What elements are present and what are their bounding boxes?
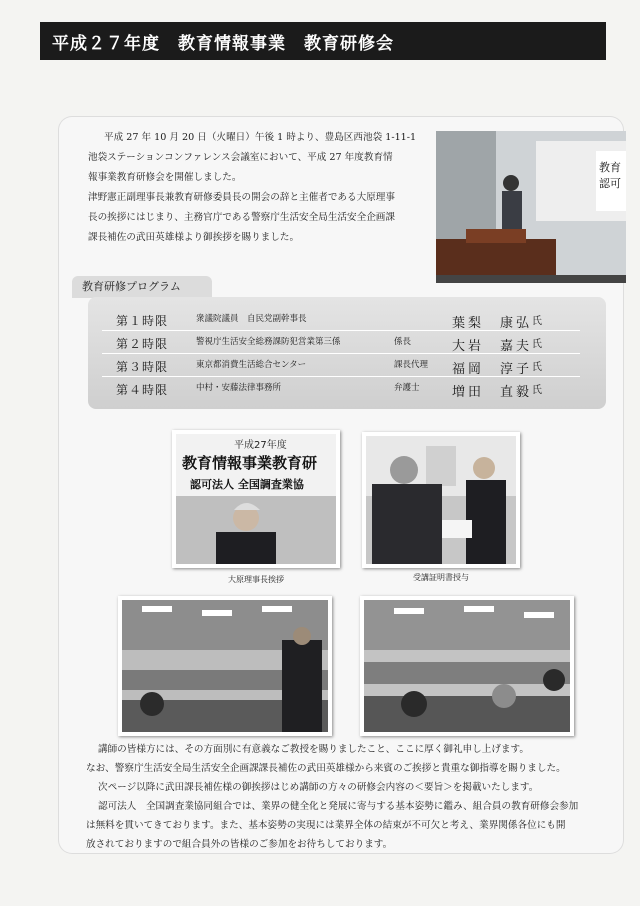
speaker-title: 弁護士 bbox=[394, 383, 420, 393]
intro-line: 平成 27 年 10 月 20 日（火曜日）午後 1 時より、豊島区西池袋 1-11-1 bbox=[104, 132, 417, 143]
svg-text:教育: 教育 bbox=[599, 161, 621, 174]
closing-line: 講師の皆様方には、その方面別に有意義なご教授を賜りましたこと、ここに厚く御礼申し上げます。 bbox=[98, 744, 529, 755]
intro-line: 報事業教育研修会を開催しました。 bbox=[88, 172, 242, 183]
period: 第１時限 bbox=[116, 314, 169, 328]
program-row bbox=[102, 354, 580, 377]
svg-text:認可: 認可 bbox=[599, 177, 621, 190]
speaker-name: 大岩 嘉夫 bbox=[452, 339, 533, 354]
speaker-org: 東京都消費生活総合センター bbox=[196, 360, 307, 370]
speaker-org: 警視庁生活安全総務課防犯営業第三係 bbox=[196, 337, 341, 347]
speaker-org: 中村・安藤法律事務所 bbox=[196, 383, 282, 393]
closing-text bbox=[86, 740, 616, 854]
page-header bbox=[40, 22, 606, 60]
speaker-name: 葉梨 康弘 bbox=[452, 316, 533, 331]
page-title: 平成２７年度 教育情報事業 教育研修会 bbox=[52, 33, 394, 54]
photo-frame-hall-right bbox=[360, 596, 574, 736]
program-row bbox=[102, 308, 580, 331]
speaker-name: 福岡 淳子 bbox=[452, 362, 533, 377]
speaker-org: 衆議院議員 自民党副幹事長 bbox=[196, 314, 307, 324]
caption-chairman: 大原理事長挨拶 bbox=[228, 575, 284, 584]
honorific: 氏 bbox=[532, 362, 542, 373]
svg-text:教育情報事業教育研: 教育情報事業教育研 bbox=[182, 454, 318, 472]
intro-line: 長の挨拶にはじまり、主務官庁である警察庁生活安全局生活安全企画課 bbox=[88, 212, 395, 223]
svg-text:平成27年度: 平成27年度 bbox=[234, 440, 287, 451]
honorific: 氏 bbox=[532, 316, 542, 327]
photo-frame-certificate bbox=[362, 432, 520, 568]
honorific: 氏 bbox=[532, 339, 542, 350]
photo-podium-speaker bbox=[436, 131, 626, 283]
closing-line: 次ページ以降に武田課長補佐様の御挨拶はじめ講師の方々の研修会内容の＜要旨＞を掲載いたします。 bbox=[98, 782, 539, 793]
program-row bbox=[102, 331, 580, 354]
closing-line: は無料を貫いてきております。また、基本姿勢の実現には業界全体の結束が不可欠と考え、業界関係各位にも開 bbox=[86, 820, 566, 831]
intro-text bbox=[88, 128, 434, 248]
program-table bbox=[102, 308, 580, 399]
photo-frame-chairman bbox=[172, 430, 340, 568]
svg-text:認可法人 全国調査業協: 認可法人 全国調査業協 bbox=[190, 478, 304, 491]
period: 第４時限 bbox=[116, 383, 169, 397]
speaker-title: 課長代理 bbox=[394, 360, 429, 370]
period: 第２時限 bbox=[116, 337, 169, 351]
closing-line: 放されておりますので組合員外の皆様のご参加をお待ちしております。 bbox=[86, 839, 393, 850]
honorific: 氏 bbox=[532, 385, 542, 396]
intro-line: 津野憲正副理事長兼教育研修委員長の開会の辞と主催者である大原理事 bbox=[88, 192, 395, 203]
speaker-title: 係長 bbox=[394, 337, 412, 347]
caption-certificate: 受講証明書授与 bbox=[413, 573, 469, 582]
intro-line: 課長補佐の武田英雄様より御挨拶を賜りました。 bbox=[88, 232, 300, 243]
period: 第３時限 bbox=[116, 360, 169, 374]
speaker-name: 増田 直毅 bbox=[452, 385, 533, 400]
program-row bbox=[102, 377, 580, 399]
program-label: 教育研修プログラム bbox=[72, 276, 212, 298]
closing-line: 認可法人 全国調査業協同組合では、業界の健全化と発展に寄与する基本姿勢に鑑み、組合員の教育研修会参加 bbox=[98, 801, 579, 812]
intro-line: 池袋ステーションコンファレンス会議室において、平成 27 年度教育情 bbox=[88, 152, 393, 163]
closing-line: なお、警察庁生活安全局生活安全企画課課長補佐の武田英雄様から来賓のご挨拶と貴重な御指導を賜りました。 bbox=[86, 763, 566, 774]
photo-frame-hall-left bbox=[118, 596, 332, 736]
